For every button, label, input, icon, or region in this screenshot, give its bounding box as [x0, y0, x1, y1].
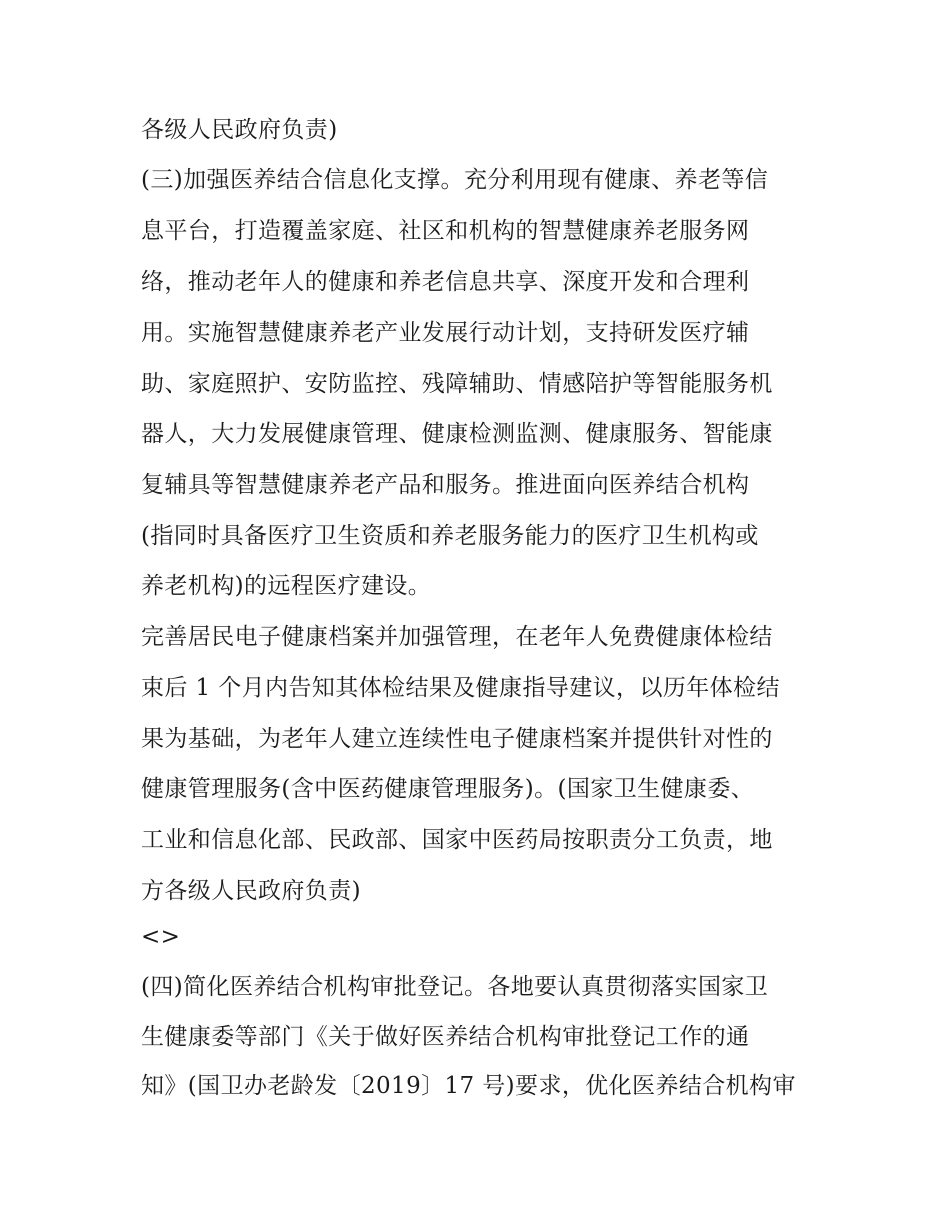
text-line: 知》(国卫办老龄发〔2019〕17 号)要求，优化医养结合机构审	[141, 1073, 796, 1099]
text-line: 助、家庭照护、安防监控、残障辅助、情感陪护等智能服务机	[141, 371, 773, 397]
text-line: (三)加强医养结合信息化支撑。充分利用现有健康、养老等信	[141, 167, 769, 193]
text-line: 络，推动老年人的健康和养老信息共享、深度开发和合理利	[141, 269, 750, 295]
text-line: (指同时具备医疗卫生资质和养老服务能力的医疗卫生机构或	[141, 523, 759, 549]
text-line: 方各级人民政府负责)	[141, 878, 361, 904]
text-line: 生健康委等部门《关于做好医养结合机构审批登记工作的通	[141, 1024, 750, 1050]
text-line: 健康管理服务(含中医药健康管理服务)。(国家卫生健康委、	[141, 776, 755, 802]
text-line: 工业和信息化部、民政部、国家中医药局按职责分工负责，地	[141, 827, 773, 853]
text-line: 各级人民政府负责)	[141, 117, 338, 143]
text-line: <>	[141, 924, 181, 950]
text-line: 用。实施智慧健康养老产业发展行动计划，支持研发医疗辅	[141, 320, 750, 346]
text-line: 养老机构)的远程医疗建设。	[141, 573, 432, 599]
text-line: 息平台，打造覆盖家庭、社区和机构的智慧健康养老服务网	[141, 218, 750, 244]
text-line: 果为基础，为老年人建立连续性电子健康档案并提供针对性的	[141, 726, 773, 752]
text-line: (四)简化医养结合机构审批登记。各地要认真贯彻落实国家卫	[141, 974, 769, 1000]
text-line: 束后 1 个月内告知其体检结果及健康指导建议，以历年体检结	[141, 675, 780, 701]
text-line: 器人，大力发展健康管理、健康检测监测、健康服务、智能康	[141, 421, 773, 447]
text-line: 完善居民电子健康档案并加强管理，在老年人免费健康体检结	[141, 624, 773, 650]
text-line: 复辅具等智慧健康养老产品和服务。推进面向医养结合机构	[141, 472, 750, 498]
